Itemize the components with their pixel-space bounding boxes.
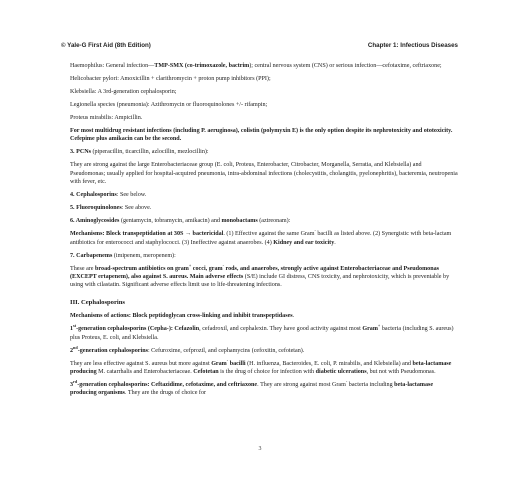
paragraph-pcns: They are strong against the large Enterobacteriaceae group (E. coli, Proteus, Enterobacter, Citrobacter, Morganella, Serratia, and Klebsiella) and Pseudomonas; usually applied for hospital-acquired pneumonia, intra-abdominal infections (cholecystitis, cholangitis, pyelonephritis), bacteremia, neutropenia with fever, etc. xyxy=(70,162,458,186)
heading-aminoglycosides: 6. Aminoglycosides (gentamycin, tobramycin, amikacin) and monobactams (aztreonam): xyxy=(70,218,291,225)
heading-pcns: 3. PCNs (piperacillin, ticarcillin, azlocillin, mezlocillin): xyxy=(70,149,209,156)
paragraph-legionella: Legionella species (pneumonia): Azithromycin or fluoroquinolones +/- rifampin; xyxy=(70,102,268,108)
paragraph-hpylori: Helicobacter pylori: Amoxicillin + clarithromycin + proton pump inhibitors (PPI); xyxy=(70,76,271,82)
paragraph-gen2: 2nd-generation cephalosporins: Cefuroxime, cefprozil, and cephamycins (cefoxitin, cefotetan). xyxy=(70,344,305,354)
heading-fluoroquinolones: 5. Fluoroquinolones: See above. xyxy=(70,205,152,212)
section-heading-cephalosporins: III. Cephalosporins xyxy=(70,298,125,306)
heading-carbapenems: 7. Carbapenems (imipenem, meropenem): xyxy=(70,252,176,259)
paragraph-moa: Mechanisms of actions: Block peptidoglycan cross-linking and inhibit transpeptidases. xyxy=(70,313,295,320)
header-right: Chapter 1: Infectious Diseases xyxy=(367,42,458,49)
page-number: 3 xyxy=(258,446,262,452)
page-body xyxy=(70,62,458,402)
page-header xyxy=(61,42,458,49)
heading-cephalosporins: 4. Cephalosporins: See below. xyxy=(70,192,147,199)
paragraph-gen3: 3rd-generation cephalosporins: Ceftazidime, cefotaxime, and ceftriaxone. They are strong against most Gram- bacteria including beta-lactamase producing organisms. They are the drugs of choice for xyxy=(70,379,434,397)
paragraph-gen2-body: They are less effective against S. aureus but more against Gram- bacilli (H. influenza, Bacteroides, E. coli, P. mirabilis, and Klebsiella) and beta-lactamase producing M. catarrhalis and Enterobacteriaceae. Cefotetan is the drug of choice for infection with diabetic ulcerations, but not with Pseudomonas. xyxy=(70,357,452,376)
paragraph-multidrug: For most multidrug resistant infections (including P. aeruginosa), colistin (polymyxin E) is the only option despite its nephrotoxicity and ototoxicity. Cefepime plus amikacin can be the second. xyxy=(70,128,453,143)
paragraph-proteus: Proteus mirabilis: Ampicillin. xyxy=(70,115,143,121)
paragraph-klebsiella: Klebsiella: A 3rd-generation cephalosporin; xyxy=(70,89,177,95)
paragraph-haemophilus: Haemophilus: General infection—TMP-SMX (co-trimoxazole, bactrim); central nervous system (CNS) or serious infection—cefotaxime, ceftriaxone; xyxy=(70,63,442,69)
paragraph-mechanisms: Mechanisms: Block transpeptidation at 30S → bactericidal. (1) Effective against the same Gram- bacilli as listed above. (2) Synergistic with beta-lactam antibiotics for enterococci and staphylococci. (3) Ineffective against anaerobes. (4) Kidney and ear toxicity. xyxy=(70,228,452,246)
header-left: © Yale-G First Aid (8th Edition) xyxy=(61,42,151,49)
paragraph-carbapenems: These are broad-spectrum antibiotics on gram+ cocci, gram- rods, and anaerobes, strongly active against Enterobacteriaceae and Pseudomonas (EXCEPT ertapenem), also against S. aureus. Main adverse effects (S/E) include GI distress, CNS toxicity, and nephrotoxicity, which is preventable by using with cilastatin. Significant adverse effects limit use to life-threatening infections. xyxy=(70,262,450,289)
paragraph-gen1: 1st-generation cephalosporins (Cepha-): Cefazolin, cefadroxil, and cephalexin. They have good activity against most Gram+ bacteria (including S. aureus) plus Proteus, E. coli, and Klebsiella. xyxy=(70,323,454,341)
